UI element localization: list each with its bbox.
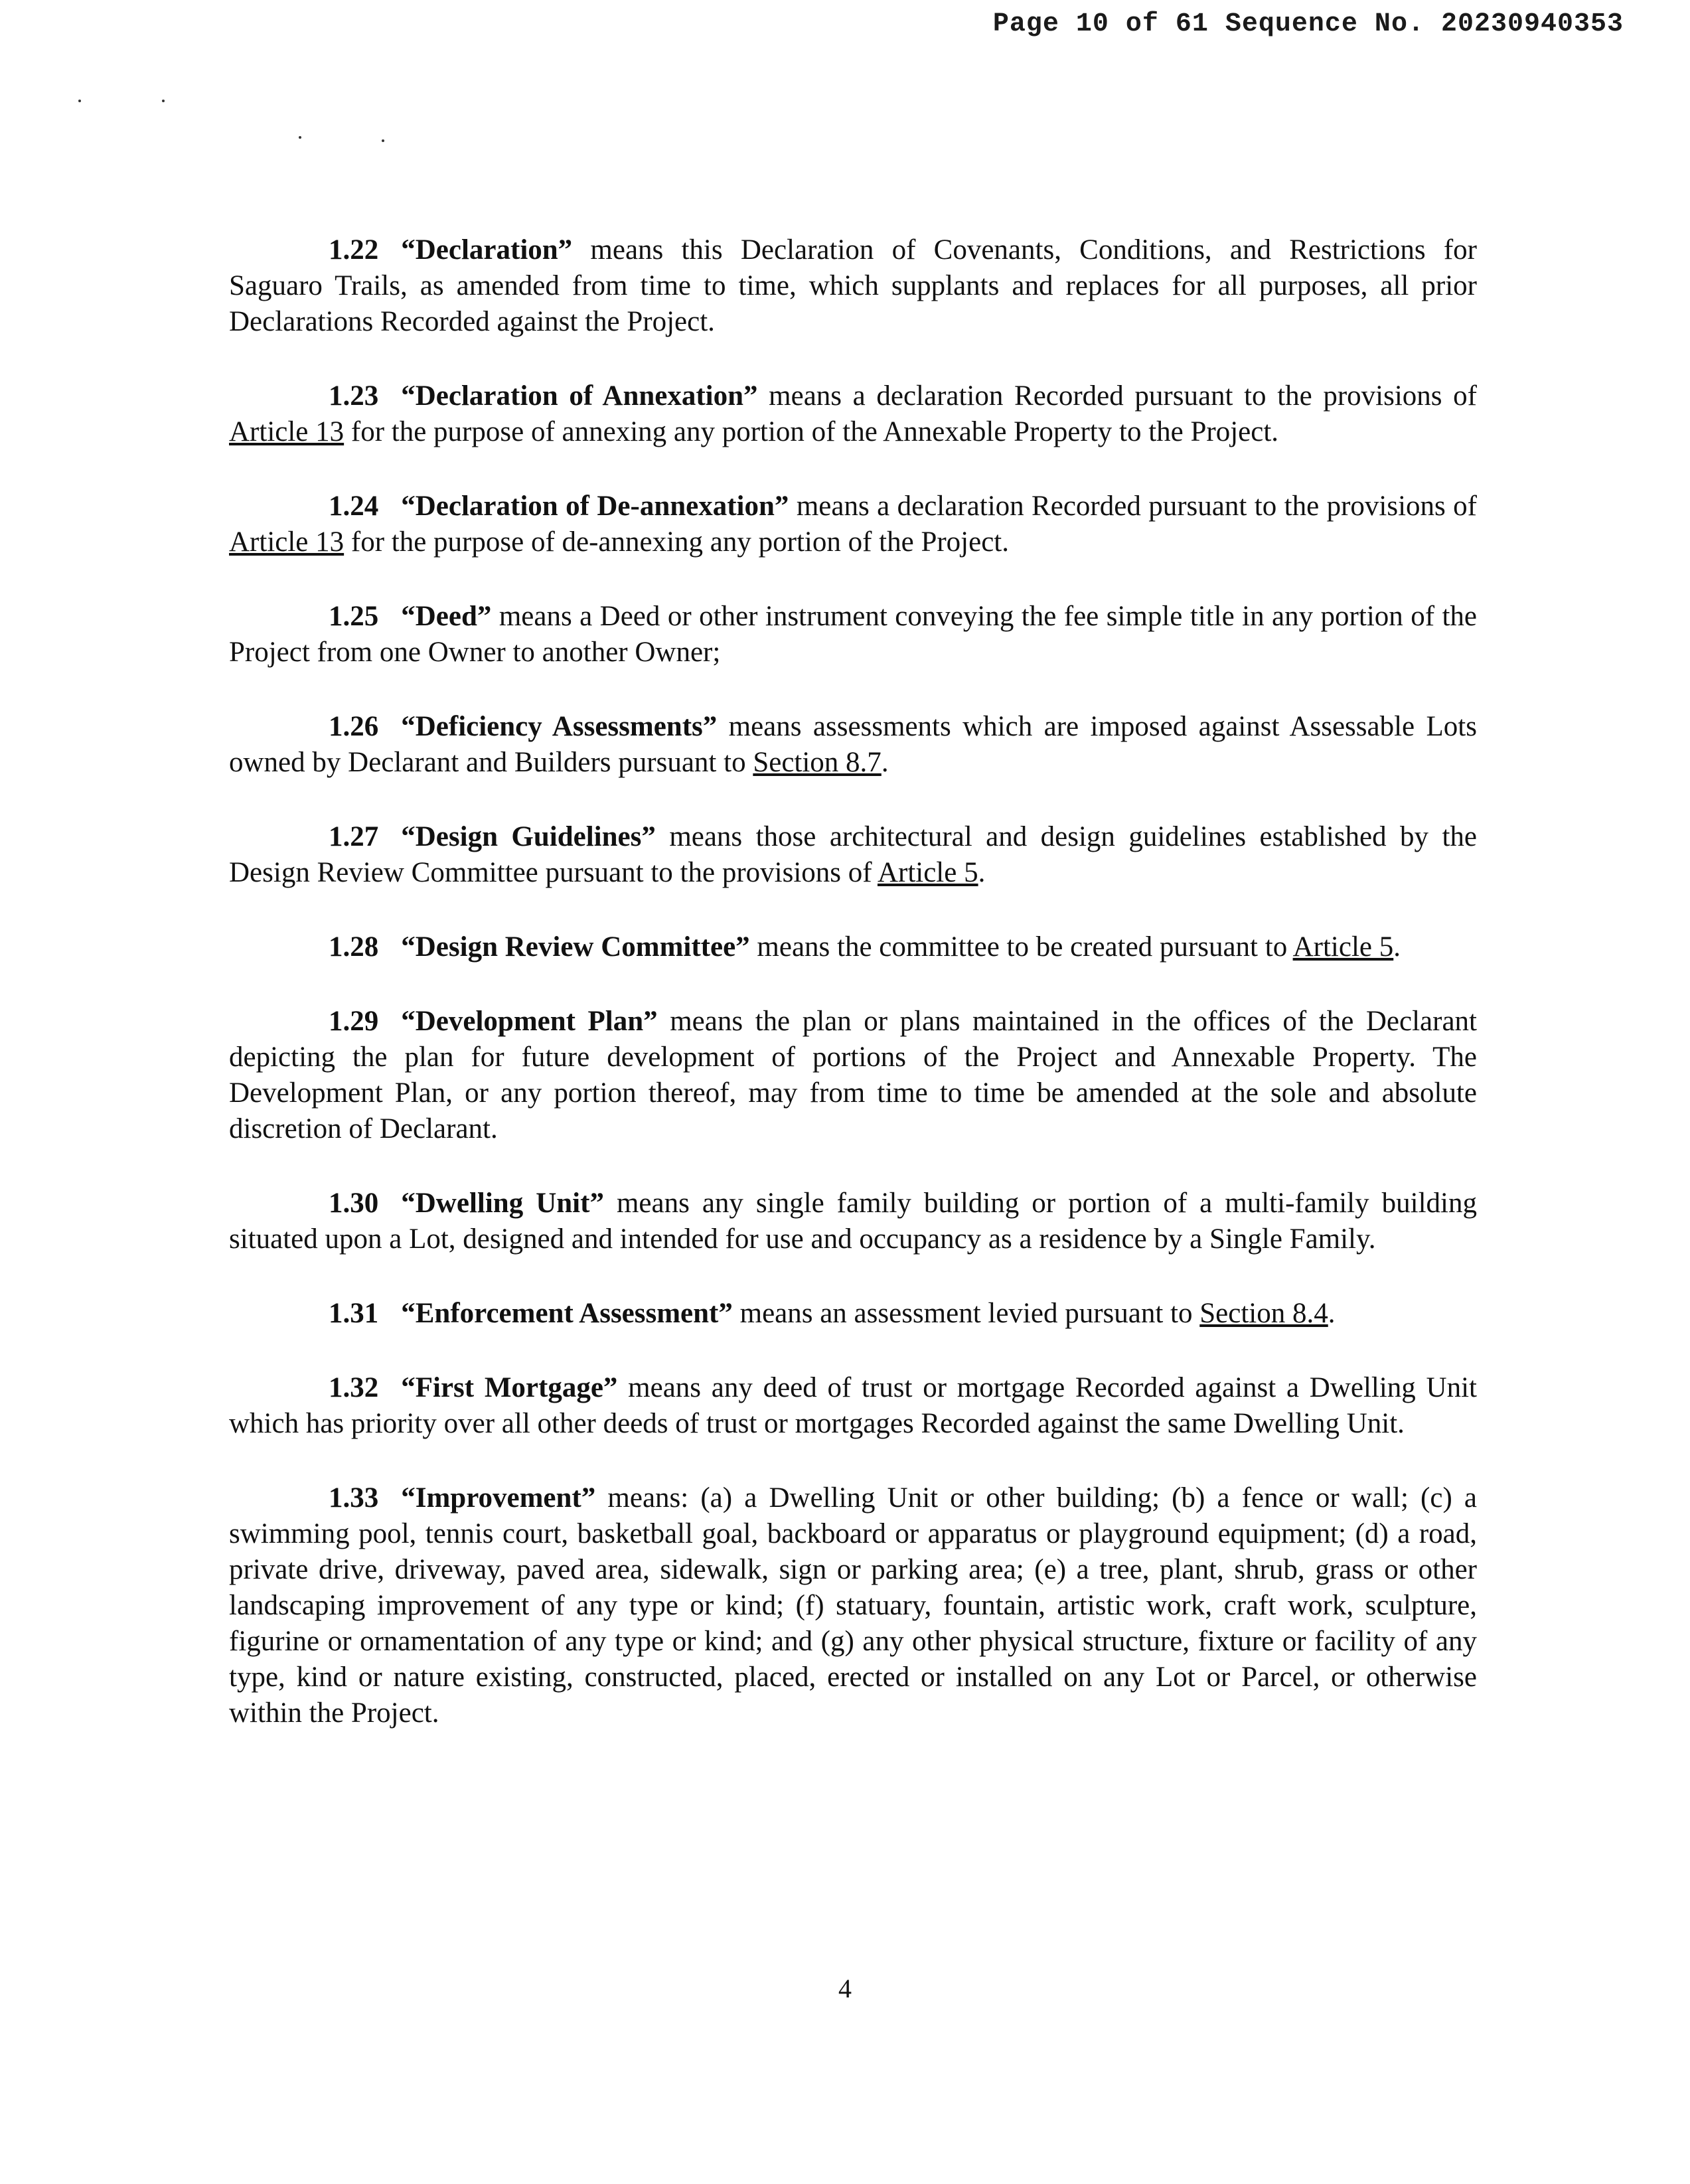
definition-text: means any single family building or portion of a multi-family building situated upon a Lot, designed and intended for use and occupancy as a residence by a Single Family.: [229, 1188, 1477, 1255]
definition-text: means a declaration Recorded pursuant to the provisions of: [789, 491, 1478, 522]
defined-term: “Dwelling Unit”: [401, 1188, 604, 1219]
definition-text: .: [978, 857, 986, 888]
defined-term: “Deficiency Assessments”: [401, 711, 718, 742]
defined-term: “Development Plan”: [401, 1006, 658, 1037]
defined-term: “Design Guidelines”: [401, 821, 656, 852]
section-number: 1.32: [329, 1372, 379, 1403]
defined-term: “Design Review Committee”: [401, 931, 750, 963]
definition-paragraph: [229, 378, 1477, 450]
cross-reference: Article 13: [229, 416, 345, 447]
defined-term: “First Mortgage”: [401, 1372, 618, 1403]
definition-paragraph: [229, 929, 1477, 965]
definition-text: means any deed of trust or mortgage Recorded against a Dwelling Unit which has priority over all other deeds of trust or mortgages Recorded against the same Dwelling Unit.: [229, 1372, 1477, 1439]
section-number: 1.29: [329, 1006, 379, 1037]
scan-speck: [78, 100, 81, 102]
section-number: 1.33: [329, 1482, 379, 1514]
scan-speck: [162, 100, 165, 102]
definition-text: .: [1393, 931, 1401, 963]
definition-paragraph: [229, 1370, 1477, 1442]
definition-text: means a declaration Recorded pursuant to the provisions of: [757, 380, 1477, 412]
definition-paragraph: [229, 709, 1477, 781]
definition-text: .: [1328, 1298, 1336, 1329]
scan-speck: [382, 139, 384, 142]
definition-paragraph: [229, 1004, 1477, 1147]
definition-text: means this Declaration of Covenants, Conditions, and Restrictions for Saguaro Trails, as amended from time to time, which supplants and replaces for all purposes, all prior Declarations Recorded against the Project.: [229, 234, 1477, 337]
definition-text: means a Deed or other instrument conveying the fee simple title in any portion of the Project from one Owner to another Owner;: [229, 601, 1477, 668]
section-number: 1.30: [329, 1188, 379, 1219]
definition-text: for the purpose of annexing any portion of the Annexable Property to the Project.: [344, 416, 1279, 447]
section-number: 1.26: [329, 711, 379, 742]
section-number: 1.23: [329, 380, 379, 412]
definition-text: for the purpose of de-annexing any portion of the Project.: [344, 526, 1009, 558]
definition-paragraph: [229, 489, 1477, 560]
definition-text: means those architectural and design guidelines established by the Design Review Committee pursuant to the provisions of: [229, 821, 1478, 888]
section-number: 1.24: [329, 491, 379, 522]
section-number: 1.31: [329, 1298, 379, 1329]
section-number: 1.22: [329, 234, 379, 266]
cross-reference: Article 5: [1292, 931, 1394, 963]
page-number: 4: [838, 1974, 852, 2003]
sequence-header: Page 10 of 61 Sequence No. 20230940353: [992, 9, 1624, 39]
defined-term: “Enforcement Assessment”: [401, 1298, 733, 1329]
cross-reference: Section 8.7: [753, 747, 882, 778]
definition-paragraph: [229, 819, 1477, 891]
definitions-body: [229, 232, 1477, 1770]
definition-paragraph: [229, 599, 1477, 670]
definition-text: means: (a) a Dwelling Unit or other building; (b) a fence or wall; (c) a swimming pool, tennis court, basketball goal, backboard or apparatus or playground equipment; (d) a road, private drive, driveway, paved area, sidewalk, sign or parking area; (e) a tree, plant, shrub, grass or other landscaping improvement of any type or kind; (f) statuary, fountain, artistic work, craft work, sculpture, figurine or ornamentation of any type or kind; and (g) any other physical structure, fixture or facility of any type, kind or nature existing, constructed, placed, erected or installed on any Lot or Parcel, or otherwise within the Project.: [229, 1482, 1477, 1729]
scan-speck: [299, 136, 301, 139]
defined-term: “Deed”: [401, 601, 492, 632]
definition-text: means the plan or plans maintained in the offices of the Declarant depicting the plan for future development of portions of the Project and Annexable Property. The Development Plan, or any portion thereof, may from time to time be amended at the sole and absolute discretion of Declarant.: [229, 1006, 1477, 1144]
definition-text: .: [881, 747, 889, 778]
defined-term: “Declaration of Annexation”: [401, 380, 758, 412]
definition-text: means the committee to be created pursuant to: [749, 931, 1293, 963]
definition-paragraph: [229, 1480, 1477, 1731]
definition-text: means an assessment levied pursuant to: [732, 1298, 1200, 1329]
definition-paragraph: [229, 1186, 1477, 1257]
cross-reference: Article 13: [229, 526, 345, 558]
definition-paragraph: [229, 1296, 1477, 1332]
definition-text: means assessments which are imposed against Assessable Lots owned by Declarant and Builders pursuant to: [229, 711, 1477, 778]
section-number: 1.27: [329, 821, 379, 852]
section-number: 1.28: [329, 931, 379, 963]
defined-term: “Declaration of De-annexation”: [401, 491, 789, 522]
definition-paragraph: [229, 232, 1477, 340]
cross-reference: Article 5: [877, 857, 978, 888]
cross-reference: Section 8.4: [1199, 1298, 1328, 1329]
defined-term: “Declaration”: [401, 234, 573, 266]
defined-term: “Improvement”: [401, 1482, 596, 1514]
section-number: 1.25: [329, 601, 379, 632]
